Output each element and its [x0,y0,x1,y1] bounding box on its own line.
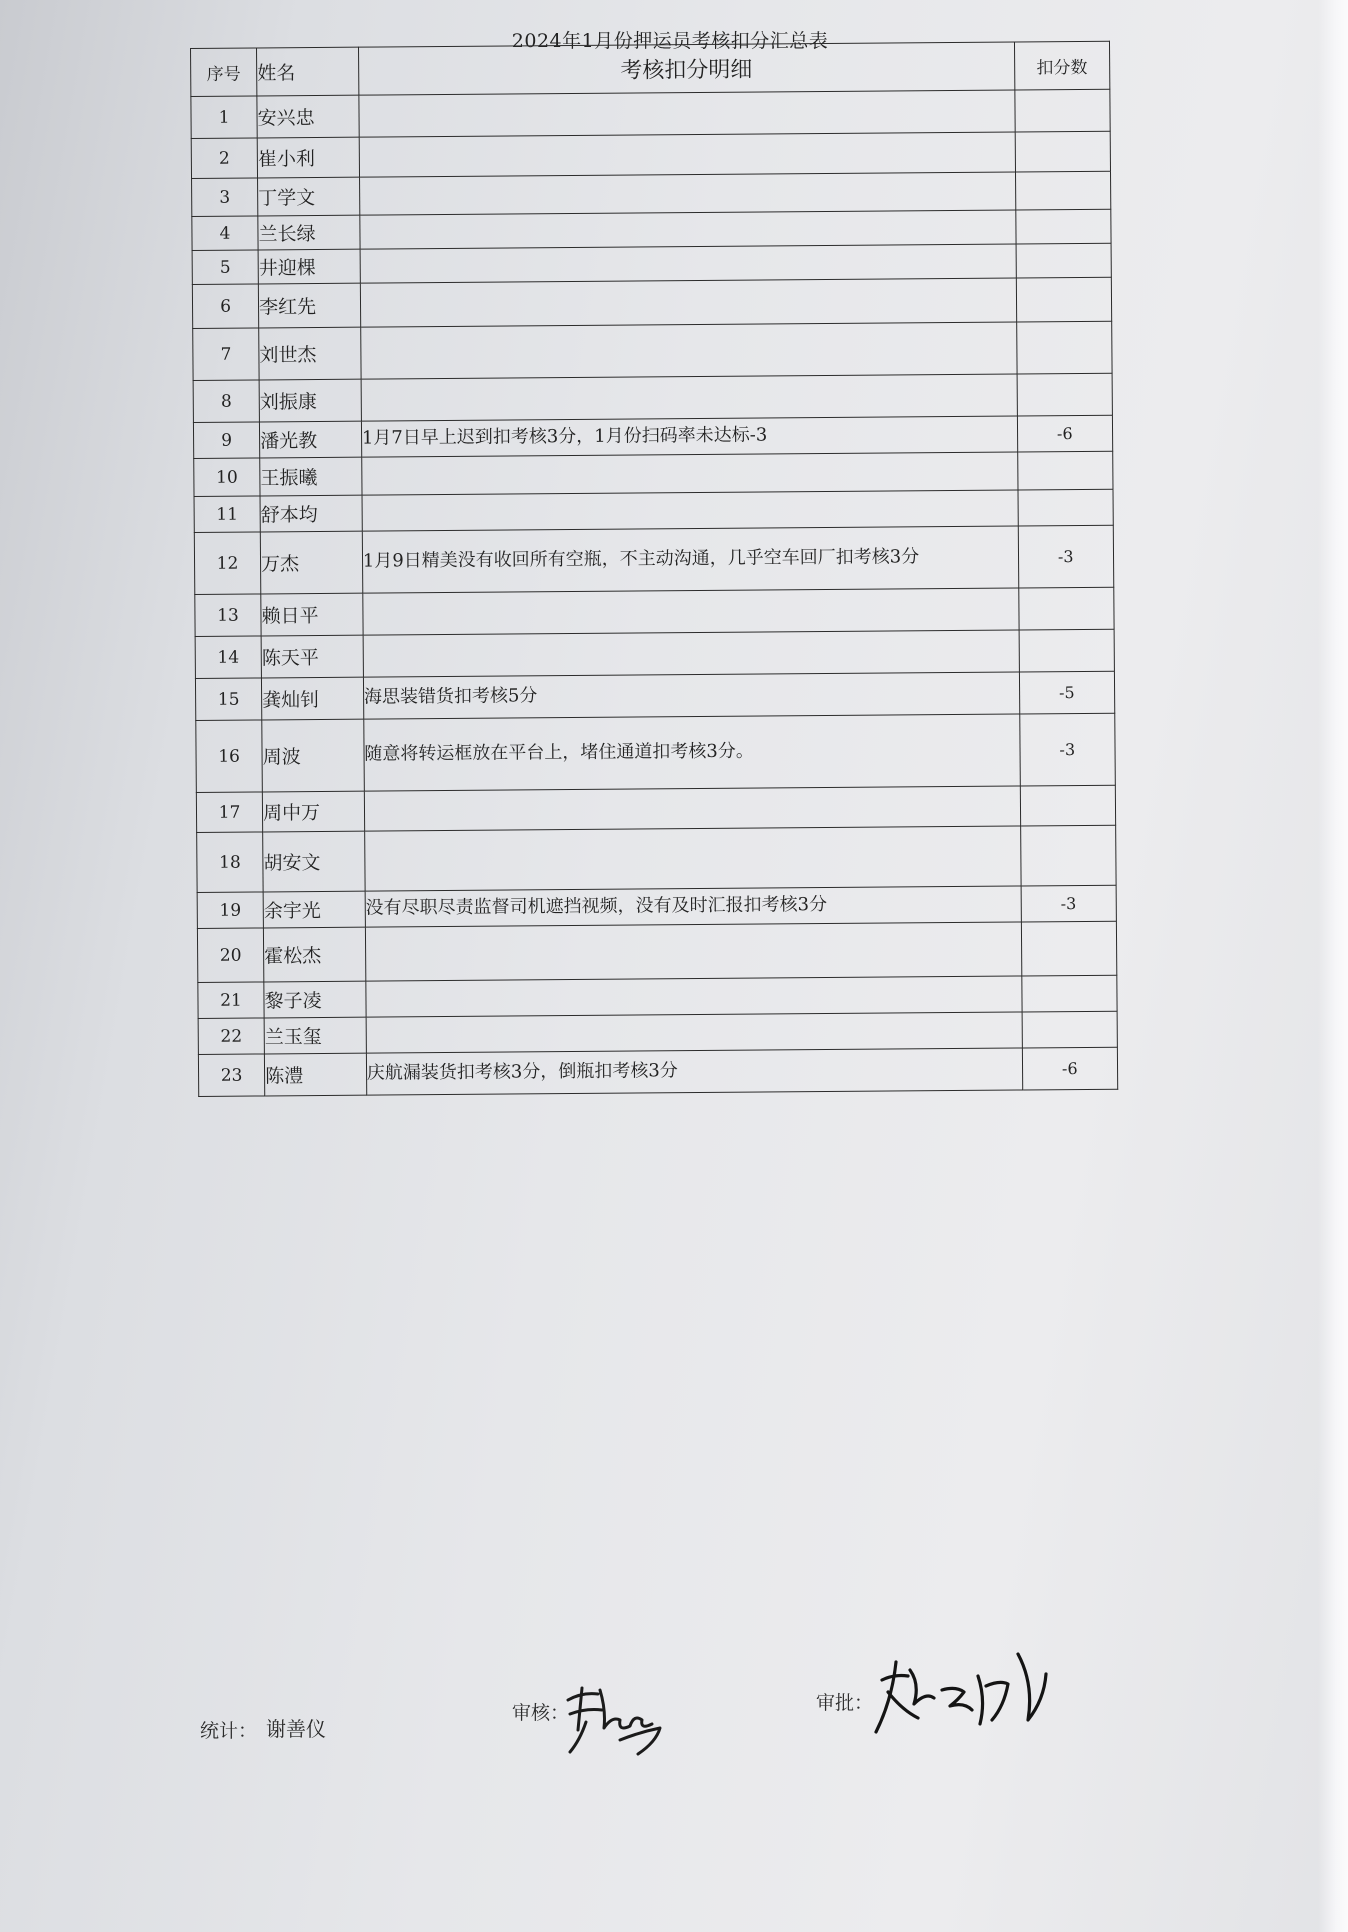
row-seq-cell: 7 [193,328,259,381]
row-detail-cell: 随意将转运框放在平台上，堵住通道扣考核3分。 [364,714,1020,791]
row-name-cell: 井迎棵 [258,249,360,284]
header-score: 扣分数 [1014,41,1110,90]
row-name-cell: 丁学文 [258,177,360,216]
row-seq-cell: 16 [196,720,263,793]
row-seq-cell: 10 [194,458,260,497]
row-name-cell: 刘振康 [259,379,361,422]
row-seq-cell: 15 [195,678,261,721]
row-score-cell: -5 [1019,671,1115,714]
row-detail-cell: 1月7日早上迟到扣考核3分，1月份扫码率未达标-3 [361,416,1017,457]
row-seq-cell: 5 [192,250,258,285]
row-name-cell: 黎子凌 [264,981,366,1018]
row-score-cell: -6 [1022,1047,1118,1090]
row-name-cell: 潘光教 [260,421,362,458]
row-seq-cell: 8 [193,380,259,423]
row-seq-cell: 4 [192,216,258,251]
row-seq-cell: 1 [191,96,257,139]
row-name-cell: 王振曦 [260,457,362,496]
row-score-cell: -3 [1018,525,1114,588]
row-seq-cell: 14 [195,636,261,679]
row-seq-cell: 6 [192,284,258,329]
row-score-cell: -3 [1019,713,1115,786]
row-seq-cell: 12 [194,532,261,595]
review-label: 审核： [512,1702,570,1724]
header-name: 姓名 [257,47,359,96]
row-name-cell: 龚灿钊 [262,677,364,720]
row-name-cell: 安兴忠 [257,95,359,138]
row-name-cell: 李红先 [258,283,360,328]
row-detail-cell: 没有尽职尽责监督司机遮挡视频，没有及时汇报扣考核3分 [365,886,1021,927]
approve-signature [868,1640,1058,1760]
row-detail-cell: 1月9日精美没有收回所有空瓶，不主动沟通，几乎空车回厂扣考核3分 [362,526,1018,593]
row-name-cell: 刘世杰 [259,327,361,380]
row-name-cell: 舒本均 [260,495,362,532]
row-seq-cell: 21 [198,982,264,1019]
row-seq-cell: 3 [192,178,258,217]
stats-label: 统计： [200,1720,258,1742]
row-name-cell: 霍松杰 [263,927,365,982]
row-seq-cell: 2 [191,138,257,179]
row-seq-cell: 19 [197,892,263,929]
review-signature [560,1670,680,1765]
row-seq-cell: 22 [198,1018,264,1055]
row-name-cell: 陈天平 [261,635,363,678]
row-seq-cell: 13 [195,594,261,637]
stats-name: 谢善仪 [266,1717,326,1741]
row-name-cell: 周中万 [262,791,364,832]
row-name-cell: 万杰 [260,531,362,594]
row-name-cell: 陈澧 [264,1053,366,1096]
row-name-cell: 兰长绿 [258,215,360,250]
row-seq-cell: 18 [197,832,264,893]
row-name-cell: 崔小利 [257,137,359,178]
row-seq-cell: 11 [194,496,260,533]
document-title: 2024年1月份押运员考核扣分汇总表 [511,30,829,52]
row-detail-cell: 庆航漏装货扣考核3分，倒瓶扣考核3分 [366,1048,1022,1095]
row-name-cell: 周波 [262,719,364,792]
row-seq-cell: 23 [198,1054,264,1097]
header-seq: 序号 [191,48,257,97]
row-name-cell: 胡安文 [263,831,365,892]
header-detail: 考核扣分明细 [358,42,1014,95]
row-seq-cell: 9 [193,422,259,459]
row-name-cell: 赖日平 [261,593,363,636]
row-score-cell: -6 [1017,415,1113,452]
row-name-cell: 兰玉玺 [264,1017,366,1054]
row-seq-cell: 17 [196,792,262,833]
row-detail-cell: 海思装错货扣考核5分 [363,672,1019,719]
row-name-cell: 余宇光 [263,891,365,928]
row-seq-cell: 20 [197,928,264,983]
row-score-cell: -3 [1021,885,1117,922]
approve-label: 审批： [816,1692,874,1714]
